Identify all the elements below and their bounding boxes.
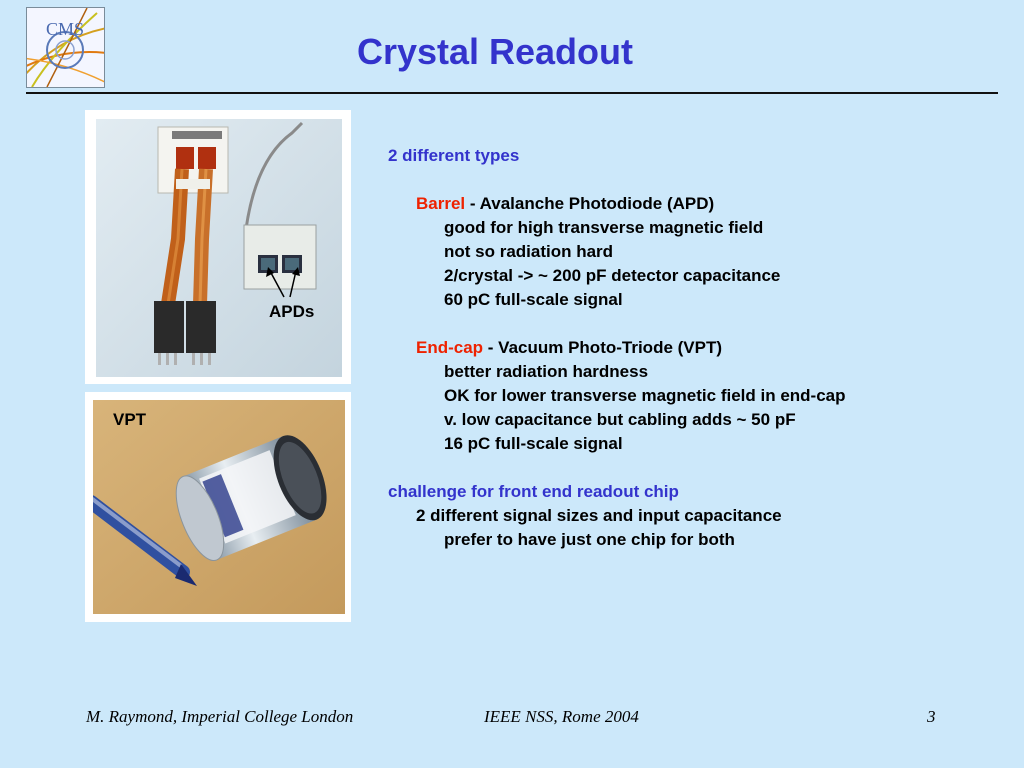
footer-conference: IEEE NSS, Rome 2004: [484, 707, 639, 726]
challenge-line: 2 different signal sizes and input capacitance: [416, 506, 782, 525]
vpt-photo: [93, 400, 345, 614]
endcap-heading: [388, 336, 1008, 360]
barrel-point: 2/crystal -> ~ 200 pF detector capacitance: [444, 266, 781, 285]
apd-photo-label: APDs: [269, 302, 315, 321]
footer-author: M. Raymond, Imperial College London: [86, 707, 354, 726]
barrel-point: not so radiation hard: [444, 242, 614, 261]
endcap-point: better radiation hardness: [444, 362, 649, 381]
apd-photo-frame: [85, 110, 351, 384]
types-heading: 2 different types: [388, 146, 520, 165]
endcap-label: End-cap: [416, 338, 484, 357]
content-block: [388, 144, 1008, 552]
vpt-photo-label: VPT: [113, 410, 147, 429]
title-divider: [26, 92, 998, 94]
page-number: 3: [927, 707, 936, 726]
barrel-label: Barrel: [416, 194, 466, 213]
barrel-point: good for high transverse magnetic field: [444, 218, 764, 237]
challenge-subline: prefer to have just one chip for both: [444, 530, 735, 549]
apd-photo: [96, 119, 342, 377]
barrel-description: - Avalanche Photodiode (APD): [465, 194, 715, 213]
page-title: Crystal Readout: [356, 31, 634, 72]
barrel-heading: [388, 192, 1008, 216]
barrel-point: 60 pC full-scale signal: [444, 290, 623, 309]
endcap-point: OK for lower transverse magnetic field in end-cap: [444, 386, 846, 405]
challenge-heading: challenge for front end readout chip: [388, 482, 679, 501]
endcap-description: - Vacuum Photo-Triode (VPT): [483, 338, 723, 357]
endcap-point: v. low capacitance but cabling adds ~ 50 pF: [444, 410, 796, 429]
endcap-point: 16 pC full-scale signal: [444, 434, 623, 453]
cms-logo-text: CMS: [45, 19, 85, 39]
